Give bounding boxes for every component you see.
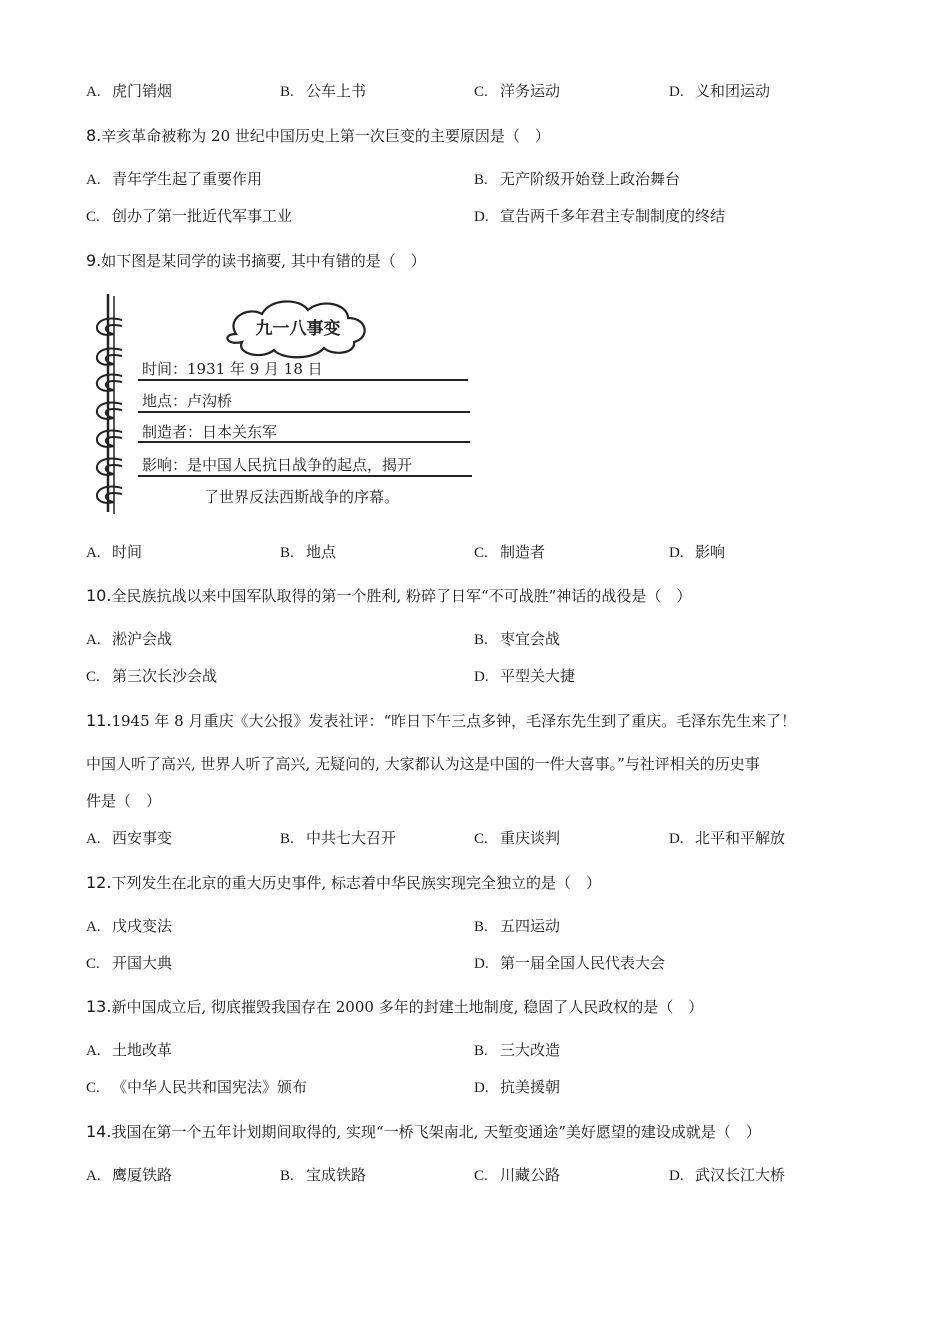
q12-stem: 12.下列发生在北京的重大历史事件, 标志着中华民族实现完全独立的是（ ）	[86, 873, 601, 892]
q7-option-c[interactable]: C. 洋务运动	[474, 82, 561, 100]
q9-options	[86, 540, 886, 564]
reading-notes-figure	[86, 290, 478, 518]
q8-option-b[interactable]: B. 无产阶级开始登上政治舞台	[474, 170, 681, 188]
q11-option-c[interactable]: C. 重庆谈判	[474, 829, 561, 847]
q11-stem-line3: 件是（ ）	[86, 792, 162, 810]
q14-option-a[interactable]: A. 鹰厦铁路	[86, 1166, 173, 1184]
q10-option-d[interactable]: D. 平型关大捷	[474, 667, 576, 685]
q14-options	[86, 1163, 886, 1187]
q10-option-a[interactable]: A. 淞沪会战	[86, 630, 173, 648]
q13-option-a[interactable]: A. 土地改革	[86, 1041, 173, 1059]
note-impact-cont: 了世界反法西斯战争的序幕。	[204, 488, 400, 506]
q9-option-c[interactable]: C. 制造者	[474, 543, 546, 561]
q8-options-row1	[86, 167, 886, 191]
note-place: 地点：卢沟桥	[142, 392, 233, 410]
note-maker: 制造者：日本关东军	[142, 423, 278, 441]
q13-option-d[interactable]: D. 抗美援朝	[474, 1078, 561, 1096]
q11-option-b[interactable]: B. 中共七大召开	[280, 829, 397, 847]
spiral-rings	[97, 319, 122, 503]
q11-option-a[interactable]: A. 西安事变	[86, 829, 173, 847]
q12-option-a[interactable]: A. 戊戌变法	[86, 917, 173, 935]
q10-options-row1	[86, 627, 886, 651]
q10-stem: 10.全民族抗战以来中国军队取得的第一个胜利, 粉碎了日军“不可战胜”神话的战役是（ ）	[86, 586, 692, 605]
q9-option-b[interactable]: B. 地点	[280, 543, 337, 561]
figure-notes	[142, 360, 412, 506]
q13-option-b[interactable]: B. 三大改造	[474, 1041, 561, 1059]
q7-option-b[interactable]: B. 公车上书	[280, 82, 367, 100]
q7-option-d[interactable]: D. 义和团运动	[669, 82, 771, 100]
q9-option-a[interactable]: A. 时间	[86, 543, 143, 561]
q11-options	[86, 826, 886, 850]
q8-stem: 8.辛亥革命被称为 20 世纪中国历史上第一次巨变的主要原因是（ ）	[86, 126, 550, 145]
q9-option-d[interactable]: D. 影响	[669, 543, 726, 561]
q12-options-row1	[86, 914, 886, 938]
q11-option-d[interactable]: D. 北平和平解放	[669, 829, 786, 847]
q8-option-d[interactable]: D. 宣告两千多年君主专制制度的终结	[474, 207, 726, 225]
q12-option-c[interactable]: C. 开国大典	[86, 954, 173, 972]
q14-stem: 14.我国在第一个五年计划期间取得的, 实现“一桥飞架南北, 天堑变通途”美好愿望的建设成就是（ ）	[86, 1122, 761, 1141]
q10-option-c[interactable]: C. 第三次长沙会战	[86, 667, 218, 685]
q13-options-row2	[86, 1075, 886, 1099]
q11-stem-line1: 11.1945 年 8 月重庆《大公报》发表社评：“昨日下午三点多钟，毛泽东先生到了重庆。毛泽东先生来了！	[86, 711, 797, 730]
q13-options-row1	[86, 1038, 886, 1062]
q8-options-row2	[86, 204, 886, 228]
q13-stem: 13.新中国成立后, 彻底摧毁我国存在 2000 多年的封建土地制度, 稳固了人民政权的是（ ）	[86, 997, 704, 1016]
q14-option-d[interactable]: D. 武汉长江大桥	[669, 1166, 786, 1184]
note-time: 时间：1931 年 9 月 18 日	[142, 360, 323, 378]
q9-stem: 9.如下图是某同学的读书摘要, 其中有错的是（ ）	[86, 251, 426, 270]
q8-option-c[interactable]: C. 创办了第一批近代军事工业	[86, 207, 293, 225]
q10-option-b[interactable]: B. 枣宜会战	[474, 630, 561, 648]
q8-option-a[interactable]: A. 青年学生起了重要作用	[86, 170, 263, 188]
q12-option-d[interactable]: D. 第一届全国人民代表大会	[474, 954, 666, 972]
q10-options-row2	[86, 664, 886, 688]
q7-option-a[interactable]: A. 虎门销烟	[86, 82, 173, 100]
q11-stem-line2: 中国人听了高兴, 世界人听了高兴, 无疑问的, 大家都认为这是中国的一件大喜事。”与社评相关的历史事	[86, 755, 760, 773]
figure-title: 九一八事变	[255, 319, 341, 339]
q13-option-c[interactable]: C. 《中华人民共和国宪法》颁布	[86, 1078, 308, 1096]
q14-option-b[interactable]: B. 宝成铁路	[280, 1166, 367, 1184]
q7-options	[86, 79, 886, 103]
q12-options-row2	[86, 951, 886, 975]
q14-option-c[interactable]: C. 川藏公路	[474, 1166, 561, 1184]
q12-option-b[interactable]: B. 五四运动	[474, 917, 561, 935]
note-impact: 影响：是中国人民抗日战争的起点，揭开	[142, 456, 413, 474]
